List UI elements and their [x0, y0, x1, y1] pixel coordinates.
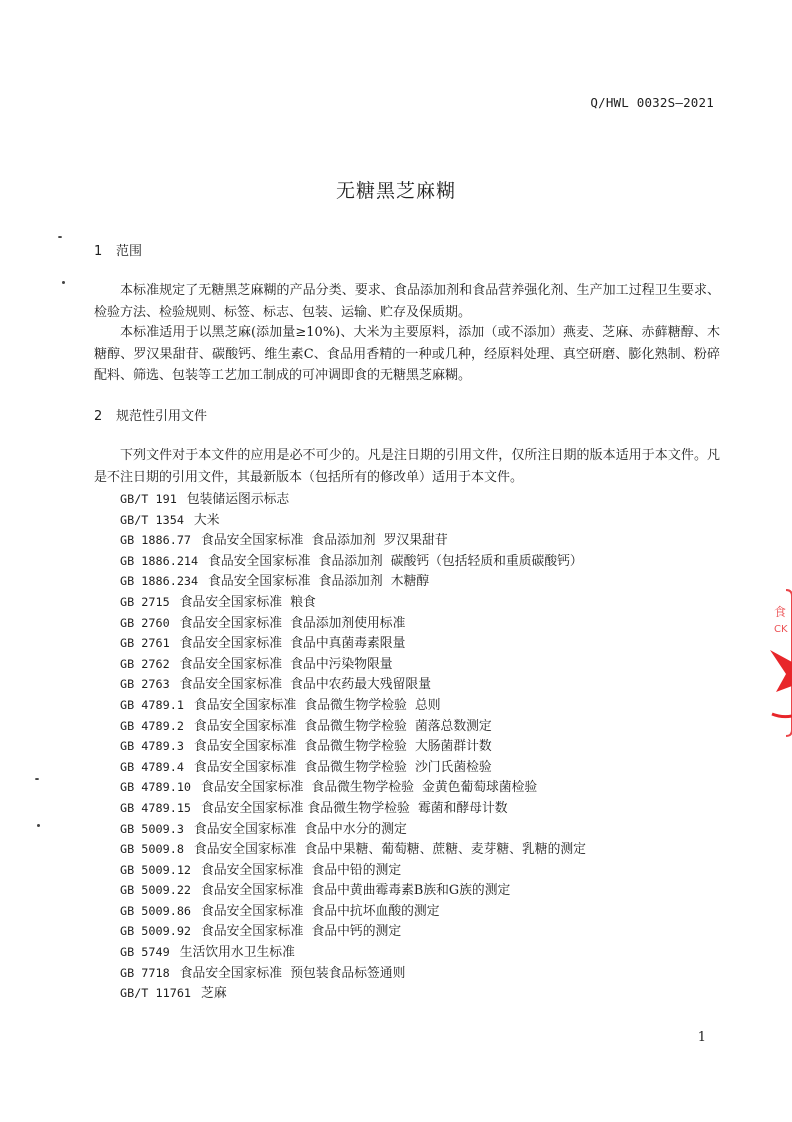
scan-speck — [37, 824, 40, 827]
reference-item — [120, 880, 586, 901]
section-number: 1 — [94, 244, 103, 259]
reference-item — [120, 942, 586, 963]
reference-item — [120, 777, 586, 798]
references-intro-paragraph: 下列文件对于本文件的应用是必不可少的。凡是注日期的引用文件，仅所注日期的版本适用于本文件。凡是不注日期的引用文件，其最新版本（包括所有的修改单）适用于本文件。 — [94, 448, 720, 485]
seal-stamp-icon — [768, 588, 792, 738]
reference-title: 食品安全国家标准 食品微生物学检验 菌落总数测定 — [193, 718, 492, 734]
reference-item — [120, 921, 586, 942]
section-number: 2 — [94, 409, 103, 424]
reference-title: 食品安全国家标准 预包装食品标签通则 — [179, 965, 406, 981]
scan-speck — [35, 778, 39, 780]
reference-title: 食品安全国家标准 食品中污染物限量 — [179, 656, 393, 672]
reference-item — [120, 736, 586, 757]
reference-item — [120, 798, 586, 819]
reference-title: 生活饮用水卫生标准 — [179, 945, 295, 961]
reference-title: 食品安全国家标准 食品中抗坏血酸的测定 — [201, 903, 440, 919]
reference-code: GB 2761 — [120, 636, 170, 651]
reference-code: GB 4789.3 — [120, 739, 184, 754]
scan-speck — [58, 236, 62, 238]
section-heading-scope — [94, 240, 142, 259]
reference-code: GB 1886.234 — [120, 574, 199, 589]
reference-code: GB 4789.1 — [120, 697, 184, 712]
reference-code: GB 5009.22 — [120, 883, 192, 898]
reference-item — [120, 757, 586, 778]
reference-title: 食品安全国家标准 食品中农药最大残留限量 — [179, 677, 431, 693]
reference-item — [120, 551, 586, 572]
reference-code: GB/T 11761 — [120, 986, 192, 1001]
reference-title: 食品安全国家标准 食品微生物学检验 霉菌和酵母计数 — [201, 800, 508, 816]
reference-code: GB 7718 — [120, 965, 170, 980]
svg-text:食: 食 — [774, 605, 787, 619]
reference-code: GB 4789.4 — [120, 759, 184, 774]
reference-code: GB 5009.92 — [120, 924, 192, 939]
reference-code: GB 5009.8 — [120, 842, 184, 857]
reference-code: GB 5009.3 — [120, 821, 184, 836]
page-number: 1 — [697, 1030, 706, 1045]
reference-title: 食品安全国家标准 粮食 — [179, 594, 316, 610]
reference-title: 食品安全国家标准 食品添加剂 木糖醇 — [208, 574, 430, 590]
reference-item — [120, 633, 586, 654]
document-title: 无糖黑芝麻糊 — [335, 180, 456, 202]
reference-title: 食品安全国家标准 食品中黄曲霉毒素B族和G族的测定 — [201, 883, 511, 899]
scope-paragraph-1: 本标准规定了无糖黑芝麻糊的产品分类、要求、食品添加剂和食品营养强化剂、生产加工过程卫生要求、检验方法、检验规则、标签、标志、包装、运输、贮存及保质期。 — [94, 283, 720, 320]
reference-item — [120, 695, 586, 716]
reference-code: GB 2762 — [120, 656, 170, 671]
reference-title: 食品安全国家标准 食品微生物学检验 沙门氏菌检验 — [193, 759, 492, 775]
reference-title: 食品安全国家标准 食品添加剂使用标准 — [179, 615, 406, 631]
reference-item — [120, 819, 586, 840]
reference-code: GB 1886.77 — [120, 533, 192, 548]
reference-code: GB 5749 — [120, 945, 170, 960]
scope-paragraph-2: 本标准适用于以黑芝麻(添加量≥10%)、大米为主要原料，添加（或不添加）燕麦、芝麻、赤藓糖醇、木糖醇、罗汉果甜苷、碳酸钙、维生素C、食品用香精的一种或几种，经原料处理、真空研磨、膨化熟制、粉碎配料、筛选、包装等工艺加工制成的可冲调即食的无糖黑芝麻糊。 — [94, 325, 720, 383]
reference-title: 食品安全国家标准 食品微生物学检验 金黄色葡萄球菌检验 — [201, 780, 538, 796]
reference-code: GB/T 1354 — [120, 512, 184, 527]
reference-item — [120, 839, 586, 860]
reference-title: 食品安全国家标准 食品中水分的测定 — [193, 821, 407, 837]
reference-title: 食品安全国家标准 食品添加剂 碳酸钙（包括轻质和重质碳酸钙） — [208, 553, 583, 569]
reference-title: 食品安全国家标准 食品添加剂 罗汉果甜苷 — [201, 533, 448, 549]
reference-item — [120, 592, 586, 613]
reference-item — [120, 860, 586, 881]
reference-code: GB 2760 — [120, 615, 170, 630]
reference-item — [120, 963, 586, 984]
reference-code: GB 2715 — [120, 594, 170, 609]
reference-code: GB 5009.12 — [120, 862, 192, 877]
reference-code: GB 4789.2 — [120, 718, 184, 733]
section-heading-normative-references — [94, 405, 207, 424]
reference-title: 芝麻 — [201, 986, 227, 1002]
reference-title: 食品安全国家标准 食品中果糖、葡萄糖、蔗糖、麦芽糖、乳糖的测定 — [193, 842, 586, 858]
section-title: 范围 — [116, 244, 143, 259]
reference-item — [120, 654, 586, 675]
reference-title: 食品安全国家标准 食品中钙的测定 — [201, 924, 402, 940]
reference-code: GB 2763 — [120, 677, 170, 692]
reference-item — [120, 489, 586, 510]
reference-title: 食品安全国家标准 食品微生物学检验 总则 — [193, 697, 441, 713]
reference-code: GB 5009.86 — [120, 903, 192, 918]
reference-title: 食品安全国家标准 食品中真菌毒素限量 — [179, 636, 406, 652]
scan-speck — [62, 281, 65, 284]
document-code: Q/HWL 0032S—2021 — [590, 95, 714, 110]
reference-item — [120, 530, 586, 551]
reference-item — [120, 571, 586, 592]
reference-code: GB 1886.214 — [120, 553, 199, 568]
reference-title: 包装储运图示标志 — [186, 492, 290, 507]
section-title: 规范性引用文件 — [116, 409, 208, 424]
reference-code: GB/T 191 — [120, 492, 177, 506]
reference-title: 大米 — [193, 512, 220, 528]
reference-item — [120, 901, 586, 922]
reference-list — [120, 489, 586, 1004]
reference-title: 食品安全国家标准 食品中铅的测定 — [201, 862, 402, 878]
reference-title: 食品安全国家标准 食品微生物学检验 大肠菌群计数 — [193, 739, 492, 755]
reference-item — [120, 613, 586, 634]
reference-item — [120, 674, 586, 695]
reference-item — [120, 510, 586, 531]
svg-text:CK: CK — [774, 624, 788, 635]
reference-item — [120, 983, 586, 1004]
reference-item — [120, 716, 586, 737]
reference-code: GB 4789.15 — [120, 800, 192, 815]
reference-code: GB 4789.10 — [120, 780, 192, 795]
